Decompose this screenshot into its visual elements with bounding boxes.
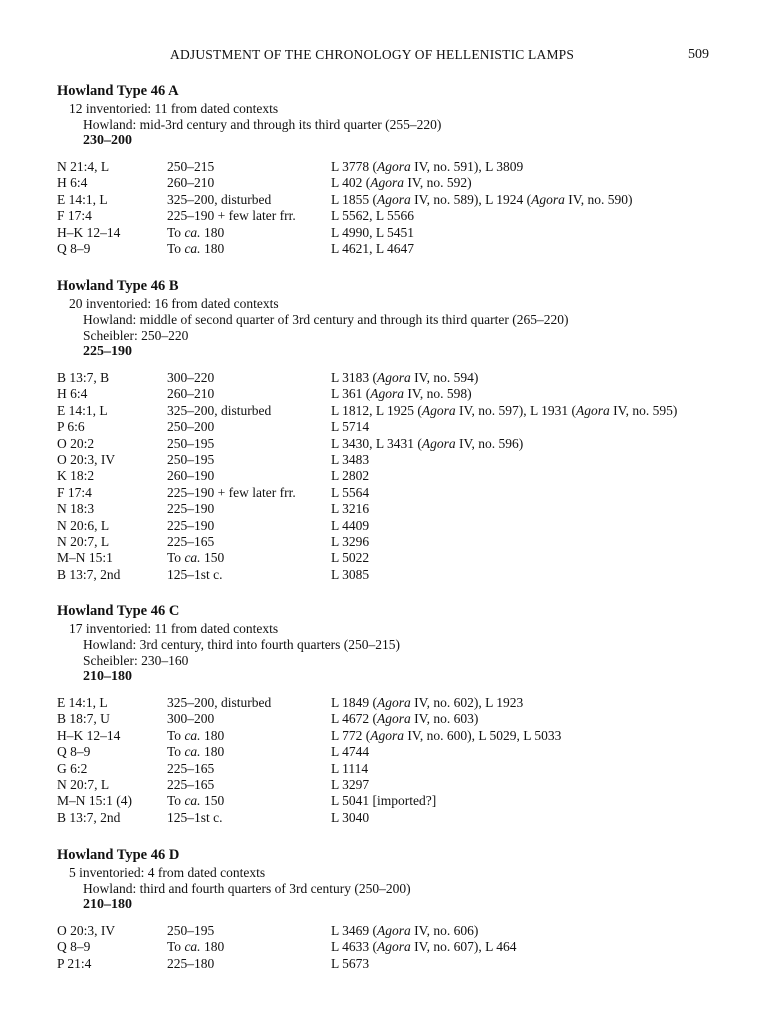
- text-segment: IV, no. 591), L 3809: [410, 159, 524, 174]
- text-segment: L 361 (: [331, 386, 371, 402]
- deposit-date-cell: 225–165: [167, 760, 215, 776]
- italic-text: Agora: [370, 386, 404, 402]
- lamp-list-cell: [331, 956, 737, 972]
- lamp-list-cell: [331, 567, 737, 583]
- deposit-date-cell: 300–200: [167, 711, 215, 727]
- text-segment: L 4672 (: [331, 711, 377, 727]
- text-segment: L 772 (: [331, 727, 371, 743]
- lamp-list-cell: [331, 468, 737, 484]
- deposit-cell: H 6:4: [57, 386, 88, 402]
- lamp-list-cell: [331, 728, 737, 744]
- deposit-cell: E 14:1, L: [57, 191, 108, 207]
- deposit-cell: O 20:3, IV: [57, 923, 116, 938]
- text-segment: L 3085: [331, 566, 370, 582]
- italic-text: Agora: [377, 939, 411, 955]
- table-row: [57, 777, 737, 793]
- deposit-cell: B 18:7, U: [57, 711, 110, 727]
- deposit-date-cell: 125–1st c.: [167, 809, 223, 825]
- deposit-cell: H–K 12–14: [57, 727, 121, 743]
- text-segment: 150: [200, 550, 225, 566]
- text-segment: 180: [200, 939, 225, 955]
- lamp-list-cell: [331, 501, 737, 517]
- deposit-cell: F 17:4: [57, 484, 92, 500]
- text-segment: To: [167, 939, 185, 955]
- deposit-cell: N 18:3: [57, 501, 95, 517]
- text-segment: L 5041 [imported?]: [331, 793, 437, 809]
- deposit-cell: K 18:2: [57, 468, 95, 484]
- lamp-list-cell: [331, 923, 737, 939]
- section-title: Howland Type 46 D: [57, 847, 180, 863]
- deposit-table: [57, 159, 737, 257]
- table-row: [57, 761, 737, 777]
- dating-note: Howland: third and fourth quarters of 3rd century (250–200): [83, 881, 411, 896]
- deposit-date-cell: 225–165: [167, 534, 215, 550]
- lamp-list-cell: [331, 939, 737, 955]
- table-row: [57, 386, 737, 402]
- text-segment: IV, no. 594): [410, 370, 479, 385]
- text-segment: To: [167, 550, 185, 566]
- deposit-date-cell: 225–165: [167, 777, 215, 793]
- deposit-date-cell: 225–190: [167, 517, 215, 533]
- text-segment: 180: [200, 224, 225, 240]
- deposit-cell: P 6:6: [57, 419, 85, 435]
- text-segment: L 4990, L 5451: [331, 224, 414, 240]
- deposit-cell: M–N 15:1 (4): [57, 793, 132, 809]
- deposit-cell: G 6:2: [57, 760, 88, 776]
- text-segment: L 3297: [331, 777, 370, 793]
- page-number: 509: [688, 47, 709, 62]
- dating-note: Scheibler: 250–220: [83, 328, 189, 343]
- text-segment: 150: [200, 793, 225, 809]
- deposit-table: [57, 695, 737, 826]
- lamp-list-cell: [331, 241, 737, 257]
- lamp-list-cell: [331, 452, 737, 468]
- deposit-cell: O 20:3, IV: [57, 452, 116, 468]
- text-segment: IV, no. 596): [455, 435, 524, 451]
- table-row: [57, 419, 737, 435]
- table-row: [57, 452, 737, 468]
- text-segment: IV, no. 589), L 1924 (: [410, 191, 532, 207]
- deposit-cell: E 14:1, L: [57, 695, 108, 710]
- deposit-table: [57, 923, 737, 972]
- table-row: [57, 923, 737, 939]
- text-segment: L 5673: [331, 955, 370, 971]
- lamp-list-cell: [331, 436, 737, 452]
- deposit-date-cell: 260–210: [167, 386, 215, 402]
- italic-text: Agora: [377, 923, 411, 938]
- text-segment: IV, no. 592): [404, 175, 472, 191]
- text-segment: L 3483: [331, 452, 370, 468]
- table-row: [57, 534, 737, 550]
- deposit-date-cell: 225–180: [167, 955, 215, 971]
- lamp-list-cell: [331, 793, 737, 809]
- italic-text: Agora: [377, 370, 411, 385]
- text-segment: L 1855 (: [331, 191, 377, 207]
- text-segment: L 5022: [331, 550, 370, 566]
- lamp-list-cell: [331, 485, 737, 501]
- italic-text: ca.: [184, 550, 201, 566]
- text-segment: To: [167, 727, 185, 743]
- deposit-date-cell: 125–1st c.: [167, 566, 223, 582]
- table-row: [57, 370, 737, 386]
- deposit-cell: N 21:4, L: [57, 159, 110, 174]
- lamp-list-cell: [331, 695, 737, 711]
- text-segment: IV, no. 606): [410, 923, 479, 938]
- table-row: [57, 159, 737, 175]
- text-segment: IV, no. 602), L 1923: [410, 695, 524, 710]
- lamp-list-cell: [331, 810, 737, 826]
- table-row: [57, 208, 737, 224]
- table-row: [57, 939, 737, 955]
- deposit-date-cell: [167, 225, 331, 241]
- section-type-46a: [57, 83, 737, 257]
- text-segment: L 3296: [331, 534, 370, 550]
- italic-text: Agora: [421, 402, 456, 418]
- table-row: [57, 744, 737, 760]
- deposit-date-cell: [167, 241, 331, 257]
- deposit-date-cell: 250–215: [167, 159, 215, 174]
- lamp-list-cell: [331, 192, 737, 208]
- deposit-date-cell: 250–195: [167, 435, 215, 451]
- proposed-date: 210–180: [83, 897, 132, 912]
- italic-text: Agora: [370, 175, 404, 191]
- deposit-cell: Q 8–9: [57, 744, 91, 760]
- text-segment: To: [167, 224, 185, 240]
- text-segment: L 3430, L 3431 (: [331, 435, 422, 451]
- text-segment: L 5562, L 5566: [331, 208, 414, 224]
- deposit-date-cell: 225–190 + few later frr.: [167, 208, 296, 224]
- deposit-cell: N 20:7, L: [57, 534, 110, 550]
- lamp-list-cell: [331, 225, 737, 241]
- table-row: [57, 403, 737, 419]
- lamp-list-cell: [331, 386, 737, 402]
- inventory-summary: 17 inventoried: 11 from dated contexts: [69, 621, 279, 636]
- text-segment: L 3778 (: [331, 159, 377, 174]
- deposit-cell: H–K 12–14: [57, 224, 121, 240]
- text-segment: L 2802: [331, 468, 370, 484]
- deposit-date-cell: [167, 550, 331, 566]
- deposit-cell: Q 8–9: [57, 241, 91, 257]
- table-row: [57, 567, 737, 583]
- table-row: [57, 485, 737, 501]
- deposit-date-cell: [167, 793, 331, 809]
- table-row: [57, 695, 737, 711]
- text-segment: IV, no. 595): [609, 402, 678, 418]
- text-segment: L 4744: [331, 744, 370, 760]
- text-segment: IV, no. 590): [564, 191, 633, 207]
- table-row: [57, 241, 737, 257]
- lamp-list-cell: [331, 711, 737, 727]
- italic-text: Agora: [576, 402, 610, 418]
- running-title: ADJUSTMENT OF THE CHRONOLOGY OF HELLENISTIC LAMPS: [170, 47, 575, 62]
- deposit-cell: P 21:4: [57, 955, 92, 971]
- deposit-date-cell: 325–200, disturbed: [167, 191, 272, 207]
- text-segment: IV, no. 598): [404, 386, 472, 402]
- italic-text: ca.: [184, 727, 201, 743]
- deposit-date-cell: 260–210: [167, 175, 215, 191]
- deposit-cell: M–N 15:1: [57, 550, 113, 566]
- deposit-table: [57, 370, 737, 583]
- table-row: [57, 192, 737, 208]
- deposit-date-cell: [167, 744, 331, 760]
- lamp-list-cell: [331, 419, 737, 435]
- deposit-cell: B 13:7, B: [57, 370, 110, 385]
- lamp-list-cell: [331, 744, 737, 760]
- section-type-46c: [57, 603, 737, 826]
- text-segment: L 1849 (: [331, 695, 377, 710]
- deposit-cell: H 6:4: [57, 175, 88, 191]
- deposit-cell: N 20:6, L: [57, 517, 110, 533]
- deposit-date-cell: [167, 939, 331, 955]
- deposit-date-cell: 325–200, disturbed: [167, 402, 272, 418]
- section-type-46d: [57, 847, 737, 972]
- italic-text: ca.: [184, 793, 201, 809]
- lamp-list-cell: [331, 159, 737, 175]
- section-type-46b: [57, 278, 737, 583]
- dating-note: Scheibler: 230–160: [83, 653, 189, 668]
- deposit-cell: N 20:7, L: [57, 777, 110, 793]
- lamp-list-cell: [331, 534, 737, 550]
- italic-text: Agora: [377, 711, 411, 727]
- italic-text: ca.: [184, 744, 201, 760]
- text-segment: 180: [200, 744, 225, 760]
- text-segment: To: [167, 241, 185, 257]
- table-row: [57, 711, 737, 727]
- italic-text: ca.: [184, 241, 201, 257]
- text-segment: To: [167, 793, 185, 809]
- text-segment: L 4409: [331, 517, 370, 533]
- deposit-date-cell: [167, 728, 331, 744]
- deposit-cell: Q 8–9: [57, 939, 91, 955]
- lamp-list-cell: [331, 761, 737, 777]
- section-title: Howland Type 46 A: [57, 83, 179, 99]
- dating-note: Howland: 3rd century, third into fourth quarters (250–215): [83, 637, 401, 652]
- deposit-cell: F 17:4: [57, 208, 92, 224]
- text-segment: L 3216: [331, 501, 370, 517]
- table-row: [57, 501, 737, 517]
- text-segment: L 4633 (: [331, 939, 377, 955]
- table-row: [57, 728, 737, 744]
- text-segment: L 402 (: [331, 175, 371, 191]
- proposed-date: 210–180: [83, 669, 132, 684]
- deposit-date-cell: 250–195: [167, 923, 215, 938]
- table-row: [57, 175, 737, 191]
- inventory-summary: 20 inventoried: 16 from dated contexts: [69, 296, 279, 311]
- text-segment: L 3183 (: [331, 370, 377, 385]
- deposit-date-cell: 225–190 + few later frr.: [167, 484, 296, 500]
- deposit-cell: E 14:1, L: [57, 402, 108, 418]
- deposit-date-cell: 225–190: [167, 501, 215, 517]
- dating-note: Howland: mid-3rd century and through its third quarter (255–220): [83, 117, 442, 132]
- text-segment: L 1114: [331, 760, 369, 776]
- deposit-date-cell: 250–195: [167, 452, 215, 468]
- text-segment: 180: [200, 727, 225, 743]
- lamp-list-cell: [331, 777, 737, 793]
- lamp-list-cell: [331, 208, 737, 224]
- table-row: [57, 518, 737, 534]
- running-header: [0, 47, 760, 67]
- lamp-list-cell: [331, 370, 737, 386]
- italic-text: Agora: [531, 191, 565, 207]
- table-row: [57, 793, 737, 809]
- table-row: [57, 468, 737, 484]
- text-segment: L 5564: [331, 484, 370, 500]
- text-segment: L 3040: [331, 809, 370, 825]
- section-title: Howland Type 46 C: [57, 603, 180, 619]
- text-segment: L 3469 (: [331, 923, 377, 938]
- proposed-date: 225–190: [83, 344, 132, 359]
- italic-text: Agora: [421, 435, 456, 451]
- italic-text: Agora: [377, 191, 411, 207]
- lamp-list-cell: [331, 403, 737, 419]
- section-title: Howland Type 46 B: [57, 278, 179, 294]
- text-segment: IV, no. 597), L 1931 (: [455, 402, 576, 418]
- deposit-date-cell: 300–220: [167, 370, 215, 385]
- italic-text: ca.: [184, 939, 201, 955]
- deposit-cell: O 20:2: [57, 435, 95, 451]
- text-segment: IV, no. 600), L 5029, L 5033: [404, 727, 562, 743]
- table-row: [57, 550, 737, 566]
- lamp-list-cell: [331, 518, 737, 534]
- table-row: [57, 956, 737, 972]
- deposit-cell: B 13:7, 2nd: [57, 566, 121, 582]
- table-row: [57, 225, 737, 241]
- italic-text: Agora: [377, 159, 411, 174]
- italic-text: Agora: [370, 727, 404, 743]
- deposit-date-cell: 250–200: [167, 419, 215, 435]
- lamp-list-cell: [331, 175, 737, 191]
- text-segment: L 1812, L 1925 (: [331, 402, 422, 418]
- text-segment: IV, no. 607), L 464: [410, 939, 517, 955]
- deposit-date-cell: 260–190: [167, 468, 215, 484]
- inventory-summary: 12 inventoried: 11 from dated contexts: [69, 101, 279, 116]
- inventory-summary: 5 inventoried: 4 from dated contexts: [69, 865, 266, 880]
- proposed-date: 230–200: [83, 133, 132, 148]
- text-segment: To: [167, 744, 185, 760]
- italic-text: ca.: [184, 224, 201, 240]
- dating-note: Howland: middle of second quarter of 3rd century and through its third quarter (265–220): [83, 312, 569, 327]
- text-segment: L 5714: [331, 419, 370, 435]
- lamp-list-cell: [331, 550, 737, 566]
- deposit-cell: B 13:7, 2nd: [57, 809, 121, 825]
- text-segment: 180: [200, 241, 225, 257]
- text-segment: IV, no. 603): [410, 711, 479, 727]
- table-row: [57, 436, 737, 452]
- table-row: [57, 810, 737, 826]
- deposit-date-cell: 325–200, disturbed: [167, 695, 272, 710]
- text-segment: L 4621, L 4647: [331, 241, 414, 257]
- italic-text: Agora: [377, 695, 411, 710]
